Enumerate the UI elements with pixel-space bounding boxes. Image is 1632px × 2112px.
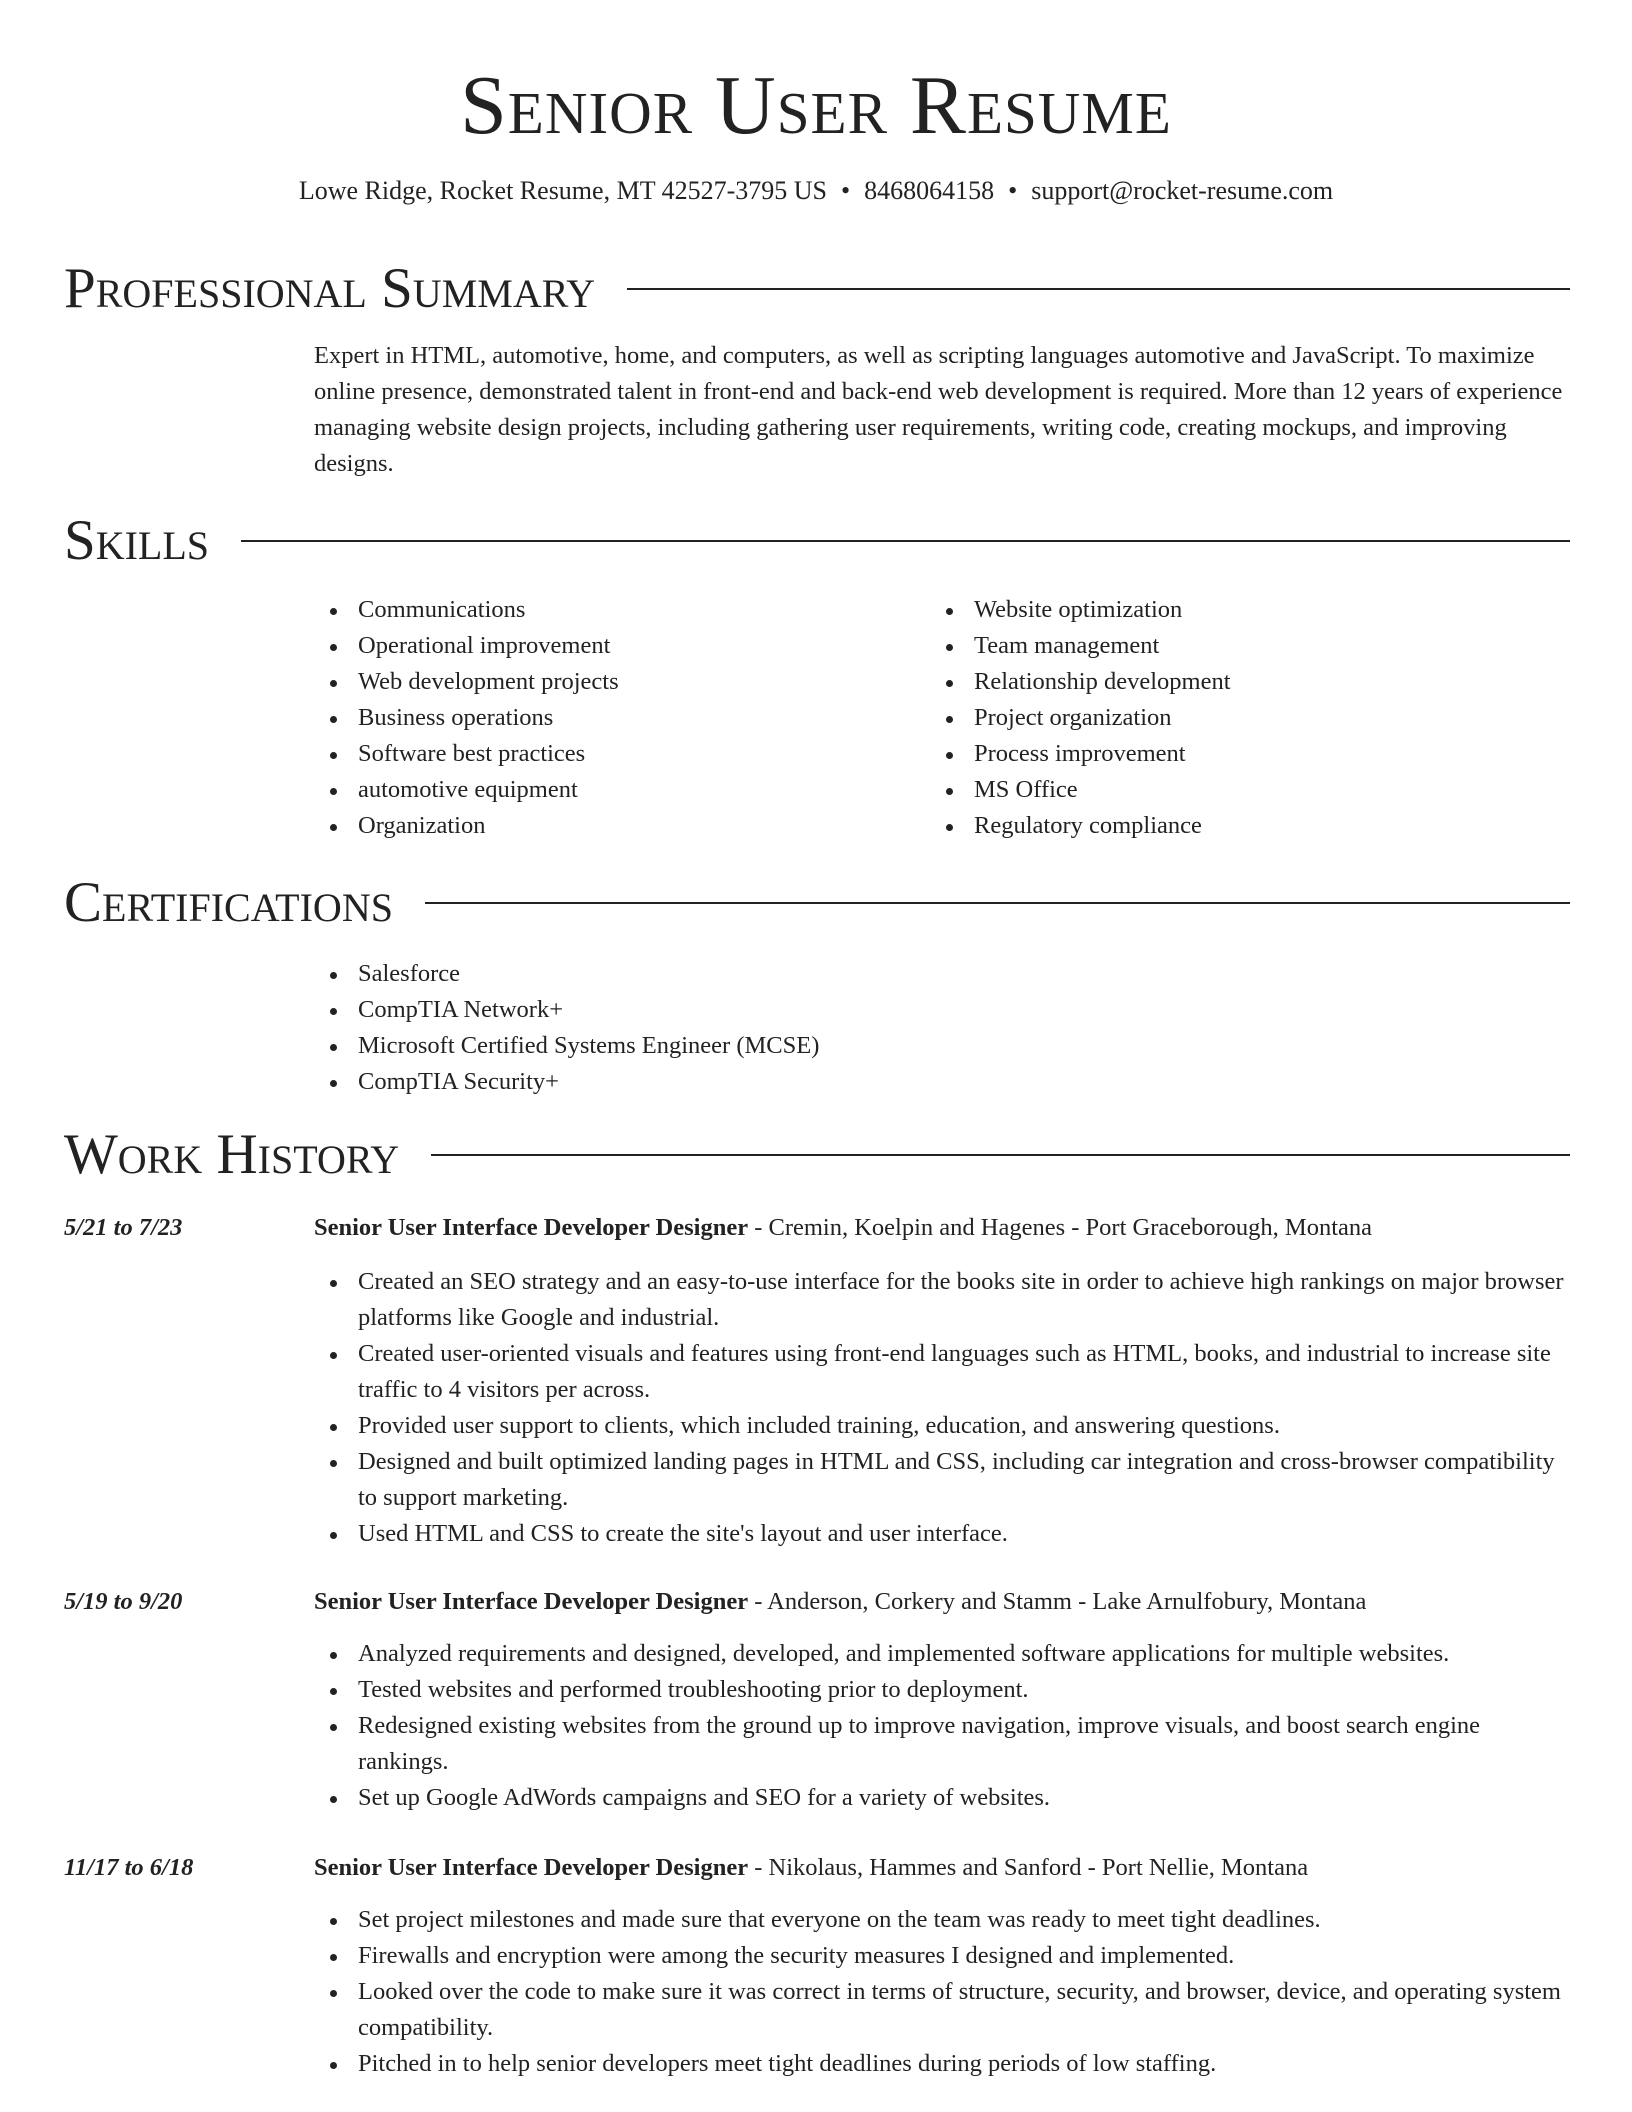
job-bullet: Pitched in to help senior developers meet tight deadlines during periods of low staffing. [314, 2046, 1576, 2082]
skills-list-left [314, 592, 914, 844]
section-divider [425, 902, 1570, 904]
job-bullets [314, 1636, 1576, 1816]
skill-item: Team management [930, 628, 1550, 664]
contact-line [0, 174, 1632, 208]
job-bullet: Redesigned existing websites from the ground up to improve navigation, improve visuals, and boost search engine rankings. [314, 1708, 1576, 1780]
section-header-skills [64, 508, 1570, 574]
job-bullet: Looked over the code to make sure it was correct in terms of structure, security, and browser, device, and operating system compatibility. [314, 1974, 1576, 2046]
job-bullet: Designed and built optimized landing pages in HTML and CSS, including car integration and cross-browser compatibility to support marketing. [314, 1444, 1576, 1516]
job-employer: - Nikolaus, Hammes and Sanford - Port Nellie, Montana [748, 1854, 1309, 1881]
job-bullet: Created user-oriented visuals and features using front-end languages such as HTML, books, and industrial to increase site traffic to 4 visitors per across. [314, 1336, 1576, 1408]
job-dates: 5/21 to 7/23 [64, 1214, 183, 1241]
certification-item: CompTIA Security+ [314, 1064, 1314, 1100]
job-employer: - Anderson, Corkery and Stamm - Lake Arnulfobury, Montana [748, 1588, 1367, 1615]
skill-item: automotive equipment [314, 772, 914, 808]
job-heading [314, 1850, 1576, 1886]
section-divider [627, 288, 1570, 290]
job-bullet: Analyzed requirements and designed, developed, and implemented software applications for multiple websites. [314, 1636, 1576, 1672]
job-bullet: Firewalls and encryption were among the security measures I designed and implemented. [314, 1938, 1576, 1974]
skill-item: Website optimization [930, 592, 1550, 628]
section-title-work-history: Work History [64, 1123, 400, 1186]
skill-item: Business operations [314, 700, 914, 736]
job-dates: 11/17 to 6/18 [64, 1854, 194, 1881]
resume-name: Senior User Resume [460, 59, 1172, 152]
job-bullet: Set project milestones and made sure that everyone on the team was ready to meet tight deadlines. [314, 1902, 1576, 1938]
certification-item: Microsoft Certified Systems Engineer (MCSE) [314, 1028, 1314, 1064]
certifications-list [314, 956, 1314, 1100]
section-header-certifications [64, 870, 1570, 936]
job-bullet: Set up Google AdWords campaigns and SEO for a variety of websites. [314, 1780, 1576, 1816]
contact-address: Lowe Ridge, Rocket Resume, MT 42527-3795 US [298, 176, 827, 205]
section-divider [241, 540, 1570, 542]
certification-item: Salesforce [314, 956, 1314, 992]
contact-separator: • [1008, 176, 1018, 205]
job-bullets [314, 1264, 1576, 1552]
skill-item: Relationship development [930, 664, 1550, 700]
job-heading [314, 1584, 1576, 1620]
contact-phone: 8468064158 [864, 176, 995, 205]
section-title-skills: Skills [64, 509, 210, 572]
skill-item: Organization [314, 808, 914, 844]
section-header-summary [64, 256, 1570, 322]
job-title: Senior User Interface Developer Designer [314, 1588, 749, 1615]
job-dates: 5/19 to 9/20 [64, 1588, 183, 1615]
skill-item: Process improvement [930, 736, 1550, 772]
skill-item: Software best practices [314, 736, 914, 772]
section-header-work-history [64, 1122, 1570, 1188]
job-bullets [314, 1902, 1576, 2082]
skill-item: Project organization [930, 700, 1550, 736]
contact-separator: • [841, 176, 851, 205]
job-heading [314, 1210, 1576, 1246]
skills-list-right [930, 592, 1550, 844]
skill-item: Regulatory compliance [930, 808, 1550, 844]
section-divider [431, 1154, 1570, 1156]
skill-item: Web development projects [314, 664, 914, 700]
job-bullet: Provided user support to clients, which included training, education, and answering questions. [314, 1408, 1576, 1444]
section-title-summary: Professional Summary [64, 257, 596, 320]
skill-item: MS Office [930, 772, 1550, 808]
job-employer: - Cremin, Koelpin and Hagenes - Port Graceborough, Montana [748, 1214, 1372, 1241]
job-bullet: Created an SEO strategy and an easy-to-use interface for the books site in order to achieve high rankings on major browser platforms like Google and industrial. [314, 1264, 1576, 1336]
certification-item: CompTIA Network+ [314, 992, 1314, 1028]
summary-text: Expert in HTML, automotive, home, and computers, as well as scripting languages automotive and JavaScript. To maximize online presence, demonstrated talent in front-end and back-end web development is required. More than 12 years of experience managing website design projects, including gathering user requirements, writing code, creating mockups, and improving designs. [314, 342, 1563, 477]
contact-email: support@rocket-resume.com [1031, 176, 1334, 205]
job-title: Senior User Interface Developer Designer [314, 1854, 749, 1881]
job-title: Senior User Interface Developer Designer [314, 1214, 749, 1241]
skill-item: Communications [314, 592, 914, 628]
section-title-certifications: Certifications [64, 871, 393, 934]
job-bullet: Tested websites and performed troubleshooting prior to deployment. [314, 1672, 1576, 1708]
skill-item: Operational improvement [314, 628, 914, 664]
job-bullet: Used HTML and CSS to create the site's layout and user interface. [314, 1516, 1576, 1552]
